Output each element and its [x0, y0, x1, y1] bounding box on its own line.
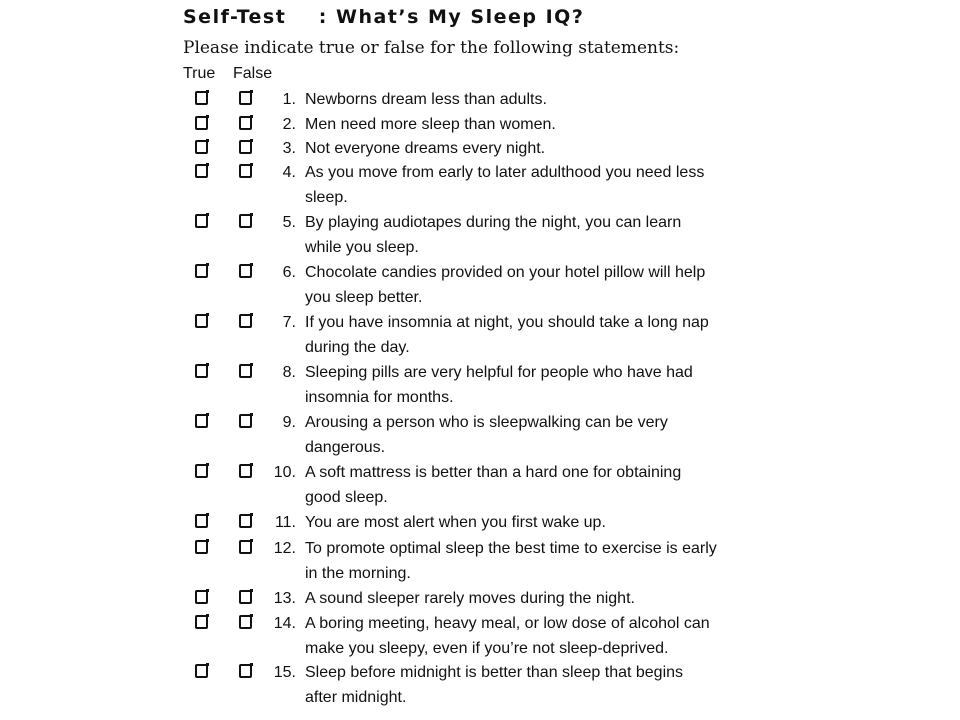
question-text: Arousing a person who is sleepwalking can be very dangerous. — [305, 414, 668, 456]
false-checkbox[interactable] — [239, 514, 252, 528]
question-text: You are most alert when you first wake up. — [305, 514, 606, 531]
true-checkbox[interactable] — [195, 164, 208, 178]
question-item — [0, 536, 960, 582]
question-number: 6. — [282, 264, 296, 281]
true-checkbox[interactable] — [195, 464, 208, 478]
false-checkbox[interactable] — [239, 116, 252, 130]
question-item — [0, 611, 960, 657]
false-checkbox[interactable] — [239, 214, 252, 228]
question-number: 11. — [274, 514, 296, 531]
question-text: To promote optimal sleep the best time to exercise is early in the morning. — [305, 540, 717, 582]
true-checkbox[interactable] — [195, 664, 208, 678]
question-item — [0, 210, 960, 256]
question-text: A sound sleeper rarely moves during the night. — [305, 590, 635, 607]
false-checkbox[interactable] — [239, 590, 252, 604]
true-checkbox[interactable] — [195, 364, 208, 378]
question-item — [0, 136, 960, 158]
question-item — [0, 112, 960, 134]
instructions: Please indicate true or false for the following statements: — [183, 38, 680, 58]
true-checkbox[interactable] — [195, 116, 208, 130]
question-number: 14. — [273, 615, 296, 632]
question-item — [0, 586, 960, 608]
false-checkbox[interactable] — [239, 414, 252, 428]
question-text: A boring meeting, heavy meal, or low dose of alcohol can make you sleepy, even if you’re not sleep-deprived. — [305, 615, 710, 657]
question-text: By playing audiotapes during the night, you can learn while you sleep. — [305, 214, 682, 256]
question-number: 7. — [282, 314, 296, 331]
question-text: Men need more sleep than women. — [305, 116, 556, 133]
question-item — [0, 460, 960, 506]
true-checkbox[interactable] — [195, 91, 208, 105]
true-checkbox[interactable] — [195, 540, 208, 554]
false-checkbox[interactable] — [239, 264, 252, 278]
question-number: 1. — [282, 91, 296, 108]
false-checkbox[interactable] — [239, 464, 252, 478]
question-number: 5. — [282, 214, 296, 231]
false-checkbox[interactable] — [239, 615, 252, 629]
question-item — [0, 310, 960, 356]
question-text: As you move from early to later adulthood you need less sleep. — [305, 164, 705, 206]
true-checkbox[interactable] — [195, 514, 208, 528]
true-checkbox[interactable] — [195, 414, 208, 428]
question-number: 3. — [282, 140, 296, 157]
question-item — [0, 410, 960, 456]
question-text: A soft mattress is better than a hard one for obtaining good sleep. — [305, 464, 682, 506]
question-item — [0, 160, 960, 206]
false-checkbox[interactable] — [239, 540, 252, 554]
question-text: Chocolate candies provided on your hotel pillow will help you sleep better. — [305, 264, 706, 306]
question-text: Sleep before midnight is better than sleep that begins after midnight. — [305, 664, 684, 706]
false-checkbox[interactable] — [239, 164, 252, 178]
question-text: Sleeping pills are very helpful for people who have had insomnia for months. — [305, 364, 693, 406]
question-item — [0, 87, 960, 109]
true-checkbox[interactable] — [195, 214, 208, 228]
false-checkbox[interactable] — [239, 364, 252, 378]
true-column-header: True — [183, 65, 216, 82]
false-checkbox[interactable] — [239, 314, 252, 328]
question-number: 15. — [273, 664, 296, 681]
false-checkbox[interactable] — [239, 664, 252, 678]
question-item — [0, 260, 960, 306]
true-checkbox[interactable] — [195, 264, 208, 278]
false-column-header: False — [233, 65, 273, 82]
question-item — [0, 510, 960, 532]
true-checkbox[interactable] — [195, 314, 208, 328]
false-checkbox[interactable] — [239, 91, 252, 105]
question-number: 13. — [273, 590, 296, 607]
question-number: 2. — [282, 116, 296, 133]
page-title: Self-Test : What’s My Sleep IQ? — [183, 6, 585, 28]
question-item — [0, 660, 960, 706]
question-text: If you have insomnia at night, you should take a long nap during the day. — [305, 314, 709, 356]
question-number: 10. — [273, 464, 296, 481]
true-checkbox[interactable] — [195, 140, 208, 154]
question-text: Not everyone dreams every night. — [305, 140, 546, 157]
true-checkbox[interactable] — [195, 590, 208, 604]
question-number: 4. — [282, 164, 296, 181]
question-number: 9. — [282, 414, 296, 431]
question-item — [0, 360, 960, 406]
question-number: 12. — [273, 540, 296, 557]
question-text: Newborns dream less than adults. — [305, 91, 547, 108]
false-checkbox[interactable] — [239, 140, 252, 154]
true-checkbox[interactable] — [195, 615, 208, 629]
question-number: 8. — [282, 364, 296, 381]
